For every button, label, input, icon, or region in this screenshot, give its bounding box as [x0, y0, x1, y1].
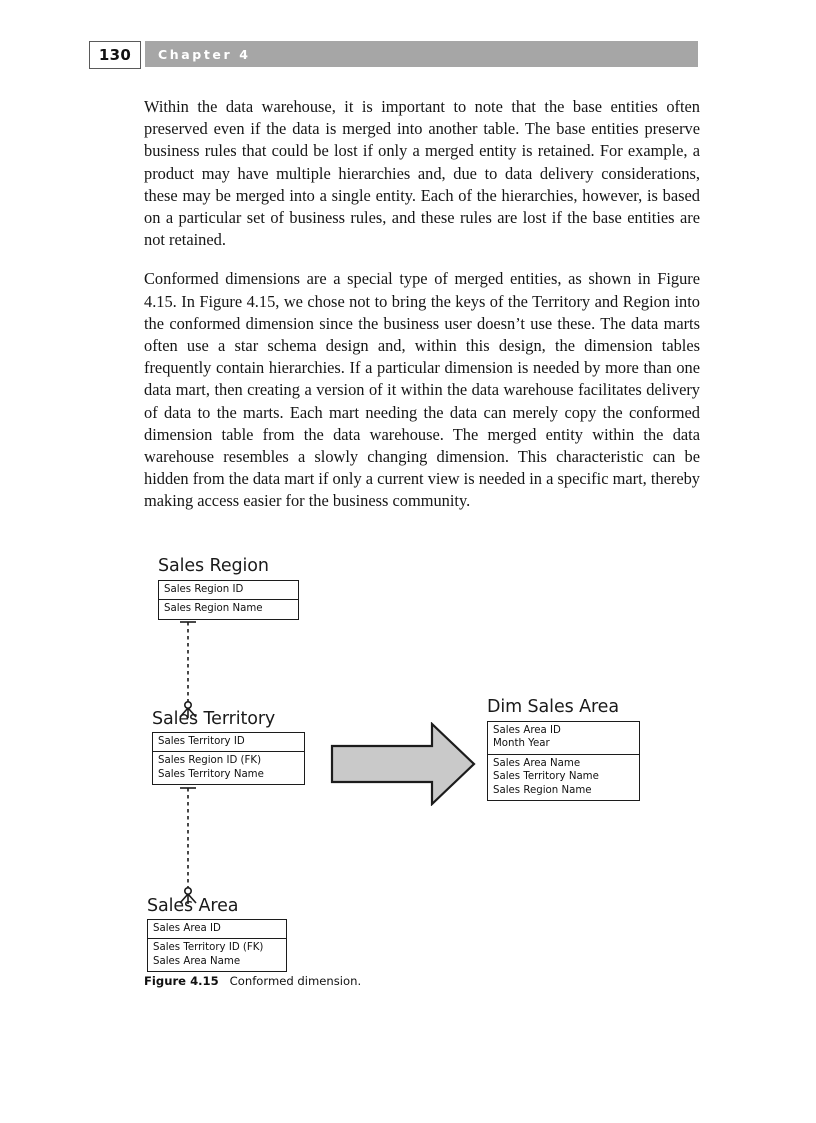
relationship-territory-to-area: [174, 782, 202, 906]
page-number-box: [89, 41, 141, 69]
body-text-column: [144, 96, 700, 513]
entity-data-section: [153, 752, 304, 784]
entity-data-section: [488, 755, 639, 800]
entity-box-dim-sales-area: [487, 721, 640, 801]
paragraph-1: Within the data warehouse, it is important to note that the base entities often preserved even if the data is merged into another table. The base entities preserve business rules that could be lost if only a merged entity is retained. For example, a product may have multiple hierarchies and, due to data delivery considerations, these may be merged into a single entity. Each of the hierarchies, however, is based on a particular set of business rules, and these rules are lost if the base entities are not retained.: [144, 97, 700, 250]
relationship-region-to-territory: [174, 616, 202, 720]
right-arrow-icon: [330, 722, 476, 806]
relationship-line-icon: [174, 616, 202, 720]
entity-key-section: [159, 581, 298, 600]
page-number: 130: [98, 46, 132, 64]
entity-key-section: [153, 733, 304, 752]
attribute-row: Sales Territory ID (FK): [153, 942, 264, 954]
entity-box-sales-region: [158, 580, 299, 620]
entity-key-section: [148, 920, 286, 939]
attribute-row: Sales Area Name: [153, 955, 241, 967]
entity-title-sales-area: Sales Area: [147, 896, 239, 916]
entity-title-sales-territory: Sales Territory: [152, 709, 276, 729]
attribute-row: Sales Territory Name: [493, 771, 599, 783]
attribute-row: Sales Area ID: [493, 725, 561, 736]
entity-title-dim-sales-area: Dim Sales Area: [487, 697, 619, 717]
entity-box-sales-area: [147, 919, 287, 972]
relationship-line-icon: [174, 782, 202, 906]
paragraph-2: Conformed dimensions are a special type of merged entities, as shown in Figure 4.15. In Figure 4.15, we chose not to bring the keys of the Territory and Region into the conformed dimension since the business user doesn’t use these. The data marts often use a star schema design and, within this design, the dimension tables frequently contain hierarchies. If a particular dimension is needed by more than one data mart, then creating a version of it within the data warehouse facilitates delivery of data to the marts. Each mart needing the data can merely copy the conformed dimension table from the data warehouse. The merged entity within the data warehouse resembles a slowly changing dimension. This characteristic can be hidden from the data mart if only a current view is needed in a specific mart, thereby making access easier for the business community.: [144, 269, 700, 511]
entity-title-sales-region: Sales Region: [158, 556, 269, 576]
entity-box-sales-territory: [152, 732, 305, 785]
attribute-row: Sales Area Name: [493, 757, 581, 769]
attribute-row: Sales Territory ID: [158, 736, 245, 747]
chapter-title-bar: [145, 41, 698, 67]
attribute-row: Sales Region Name: [493, 784, 592, 796]
page-header: [0, 0, 816, 90]
attribute-row: Sales Area ID: [153, 923, 221, 934]
figure-caption-text: Conformed dimension.: [229, 974, 362, 988]
figure-caption: [144, 974, 361, 988]
merge-arrow: [330, 722, 476, 811]
attribute-row: Month Year: [493, 738, 550, 750]
attribute-row: Sales Region ID: [164, 584, 244, 595]
entity-key-section: [488, 722, 639, 755]
attribute-row: Sales Region ID (FK): [158, 755, 262, 767]
figure-caption-label: Figure 4.15: [144, 974, 219, 988]
attribute-row: Sales Region Name: [164, 603, 263, 615]
figure-4-15: [0, 548, 816, 1008]
attribute-row: Sales Territory Name: [158, 768, 264, 780]
entity-data-section: [148, 939, 286, 971]
chapter-title: Chapter 4: [158, 46, 251, 62]
